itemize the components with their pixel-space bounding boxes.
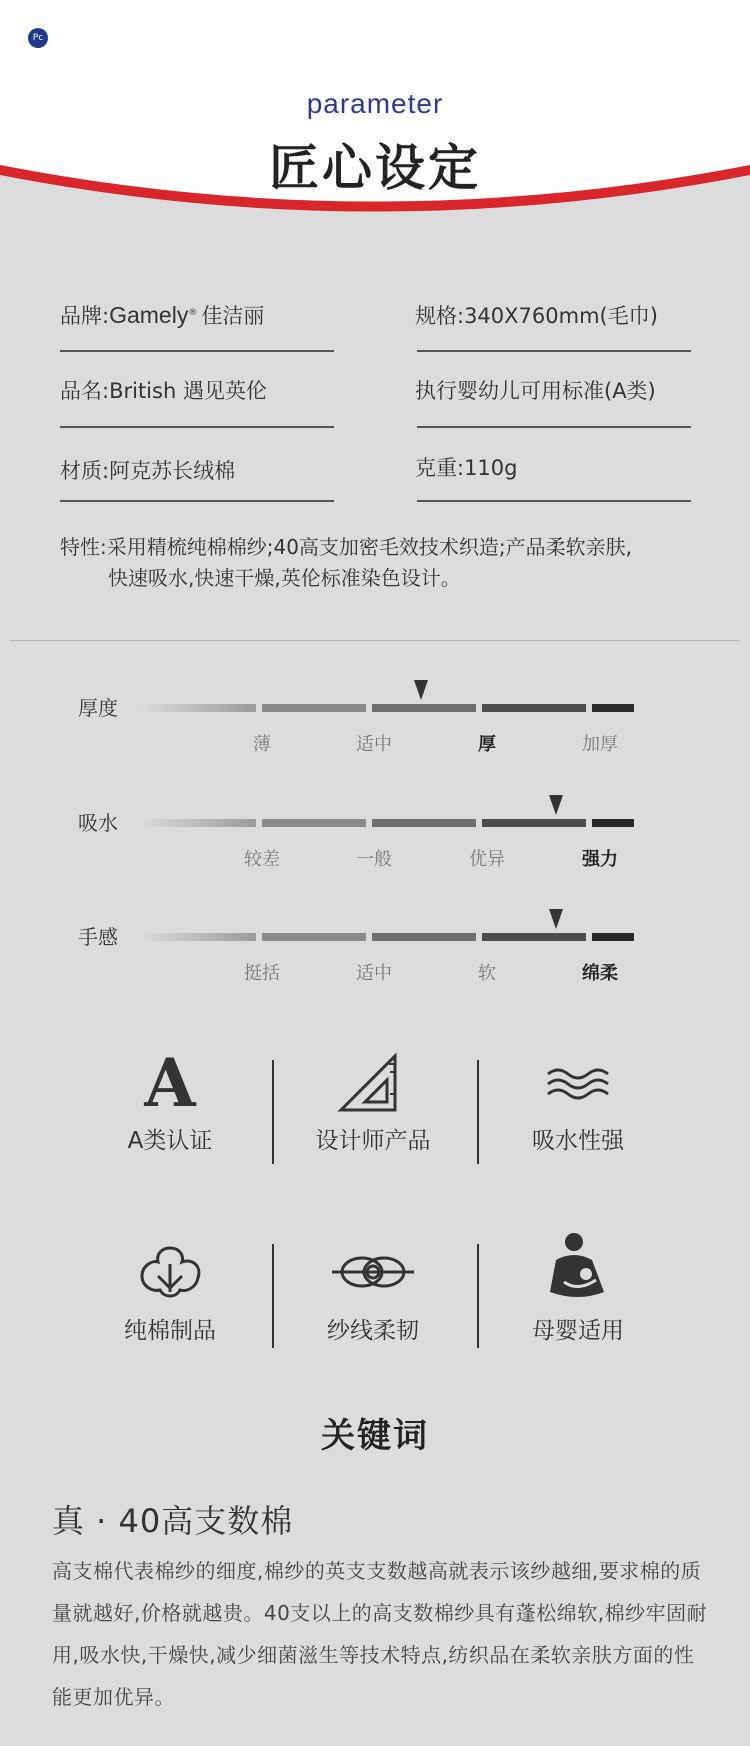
scale-segment [372,704,476,712]
scale-segment [262,704,366,712]
badge-caption: 设计师产品 [315,1128,431,1154]
scale-segment [592,704,634,712]
spec-name: 品名:British 遇见英伦 [60,379,267,403]
badge-yarn [273,1240,473,1350]
brand-logo: Gamely [109,302,189,328]
scale-track [140,704,672,712]
badge-caption: 母婴适用 [532,1318,624,1344]
badge-caption: 吸水性强 [532,1128,624,1154]
scale-marker [549,795,563,815]
spec-divider [417,500,691,502]
scale-tick-label: 加厚 [582,734,618,755]
badge-cotton [70,1240,270,1350]
section-subtitle: parameter [306,88,444,119]
scale-tick-label: 较差 [244,849,280,870]
scale-tick-label: 厚 [478,734,496,755]
spec-brand-cn: 佳洁丽 [201,304,265,328]
badge-a-certified [70,1044,270,1160]
hero-banner [0,0,750,240]
scale-segment [482,933,586,941]
cotton-icon [130,1240,210,1306]
scale-segment [482,819,586,827]
scale-marker [549,909,563,929]
letter-a-icon: A [144,1044,196,1122]
hero-curve [0,0,750,240]
scale-segment [140,819,256,827]
scale-tick-label: 适中 [356,963,392,984]
spec-divider [417,350,691,352]
scale-marker [414,680,428,700]
page-title: 匠心设定 [269,139,481,197]
keywords-body: 高支棉代表棉纱的细度,棉纱的英支支数越高就表示该纱越细,要求棉的质量就越好,价格就越贵。40支以上的高支数棉纱具有蓬松绵软,棉纱牢固耐用,吸水快,干燥快,减少细菌滋生等技术特点,纺织品在柔软亲肤方面的性能更加优异。 [52,1559,708,1709]
yarn-knot-icon [328,1240,418,1306]
scale-tick-label: 强力 [582,849,618,870]
spec-divider [60,500,334,502]
keywords-title: 关键词 [321,1416,429,1456]
scale-segment [140,704,256,712]
scale-label: 手感 [78,925,118,949]
scale-track [140,819,672,827]
feature-text [60,532,710,594]
spec-material: 材质:阿克苏长绒棉 [60,459,236,483]
badge-designer [273,1050,473,1160]
scale-segment [592,933,634,941]
scale-tick-label: 优异 [469,849,505,870]
badge-caption: 纱线柔韧 [327,1318,419,1344]
mother-baby-icon [538,1230,618,1306]
scale-segment [262,933,366,941]
scale-segment [372,933,476,941]
set-square-icon [333,1050,413,1116]
waves-icon [538,1050,618,1116]
spec-divider [417,426,691,428]
scale-tick-label: 一般 [356,849,392,870]
spec-brand: 品牌:Gamely® 佳洁丽 [60,302,265,328]
spec-divider [60,350,334,352]
scale-segment [140,933,256,941]
scale-segment [262,819,366,827]
spec-standard: 执行婴幼儿可用标准(A类) [415,379,656,403]
spec-divider [60,426,334,428]
feature-line: 特性:采用精梳纯棉棉纱;40高支加密毛效技术织造;产品柔软亲肤, [60,535,633,559]
scale-tick-label: 挺括 [244,963,280,984]
scale-tick-label: 软 [478,963,496,984]
scale-segment [592,819,634,827]
badge-absorbent [478,1050,678,1160]
spec-size: 规格:340X760mm(毛巾) [415,304,658,328]
scale-segment [372,819,476,827]
section-divider [10,640,740,641]
badge-caption: 纯棉制品 [124,1318,216,1344]
badge-mother-baby [478,1230,678,1350]
spec-brand-label: 品牌: [60,304,110,328]
scale-tick-label: 适中 [356,734,392,755]
scale-label: 厚度 [78,696,118,720]
scale-track [140,933,672,941]
scale-label: 吸水 [78,811,118,835]
badge-caption: A类认证 [127,1128,213,1154]
feature-line: 快速吸水,快速干燥,英伦标准染色设计。 [108,566,461,590]
scale-segment [482,704,586,712]
scale-tick-label: 薄 [253,734,271,755]
spec-weight: 克重:110g [415,456,518,480]
keywords-subtitle: 真 · 40高支数棉 [52,1502,294,1540]
pc-badge: Pc [28,28,48,48]
scale-tick-label: 绵柔 [582,963,618,984]
